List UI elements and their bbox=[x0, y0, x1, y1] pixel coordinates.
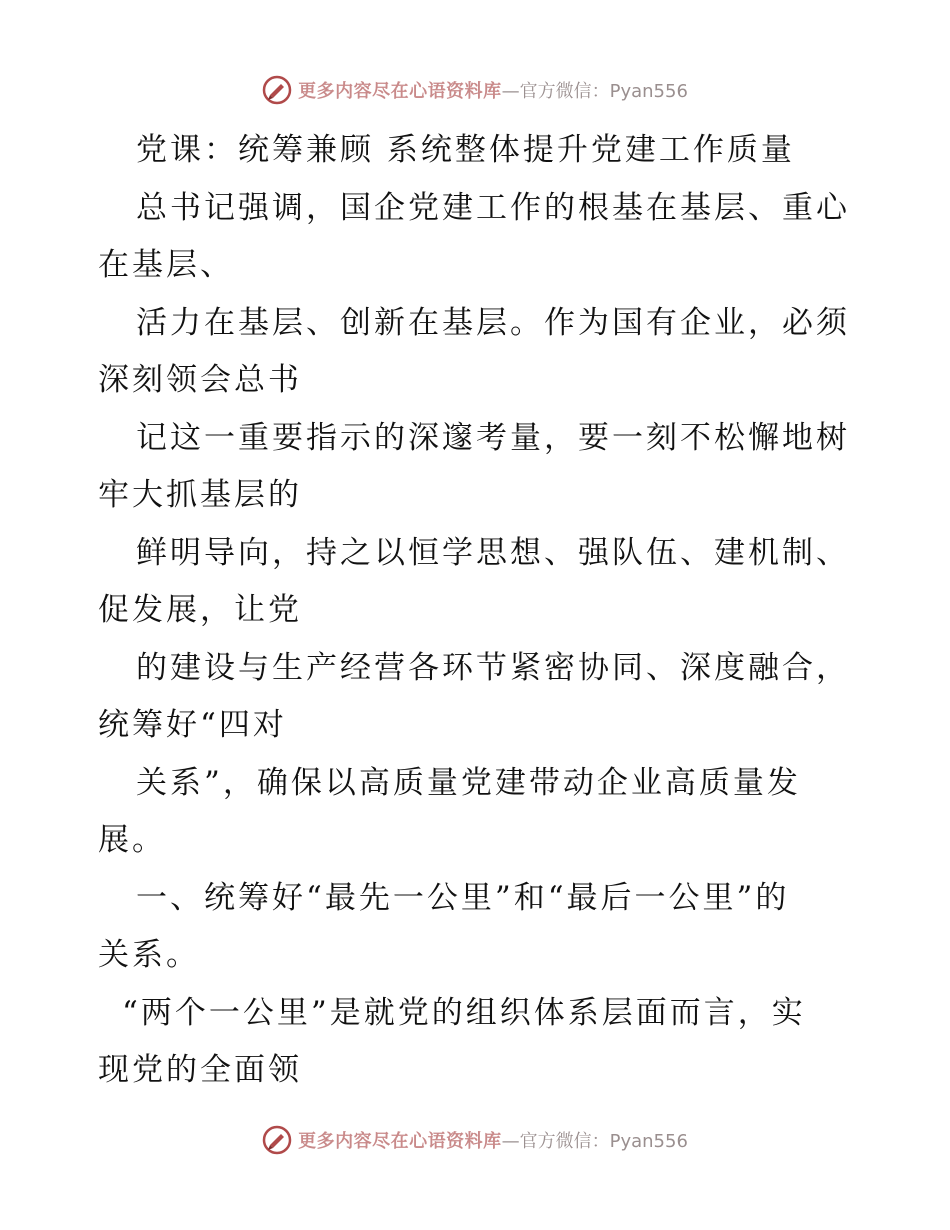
paragraph-line: 记这一重要指示的深邃考量，要一刻不松懈地树 bbox=[136, 419, 850, 456]
paragraph-line: 的建设与生产经营各环节紧密协同、深度融合， bbox=[136, 649, 850, 686]
section-heading: 一、统筹好“最先一公里”和“最后一公里”的 bbox=[136, 879, 790, 916]
header-watermark bbox=[0, 70, 950, 110]
document-body bbox=[98, 122, 858, 1100]
watermark-text: 更多内容尽在心语资料库 bbox=[298, 81, 502, 102]
watermark-suffix: —官方微信：Pyan556 bbox=[501, 1131, 688, 1152]
paragraph-line: 在基层、 bbox=[98, 247, 234, 283]
paragraph-line: 总书记强调，国企党建工作的根基在基层、重心 bbox=[136, 189, 850, 226]
footer-watermark bbox=[0, 1120, 950, 1160]
paragraph-line: 关系。 bbox=[98, 937, 200, 973]
paragraph-line: 促发展，让党 bbox=[98, 592, 302, 628]
paragraph-line: 牢大抓基层的 bbox=[98, 477, 302, 513]
paragraph-line: 现党的全面领 bbox=[98, 1052, 302, 1088]
watermark-text: 更多内容尽在心语资料库 bbox=[298, 1131, 502, 1152]
paragraph-line: 展。 bbox=[98, 822, 166, 858]
paragraph-line: 关系”，确保以高质量党建带动企业高质量发 bbox=[136, 764, 801, 801]
paragraph-line: 活力在基层、创新在基层。作为国有企业，必须 bbox=[136, 304, 850, 341]
document-title: 党课：统筹兼顾 系统整体提升党建工作质量 bbox=[136, 132, 795, 168]
pen-logo-icon bbox=[262, 1125, 292, 1155]
paragraph-line: 鲜明导向，持之以恒学思想、强队伍、建机制、 bbox=[136, 534, 850, 571]
paragraph-line: “两个一公里”是就党的组织体系层面而言，实 bbox=[122, 994, 806, 1031]
paragraph-line: 深刻领会总书 bbox=[98, 362, 302, 398]
pen-logo-icon bbox=[262, 75, 292, 105]
watermark-suffix: —官方微信：Pyan556 bbox=[501, 81, 688, 102]
paragraph-line: 统筹好“四对 bbox=[98, 707, 287, 743]
